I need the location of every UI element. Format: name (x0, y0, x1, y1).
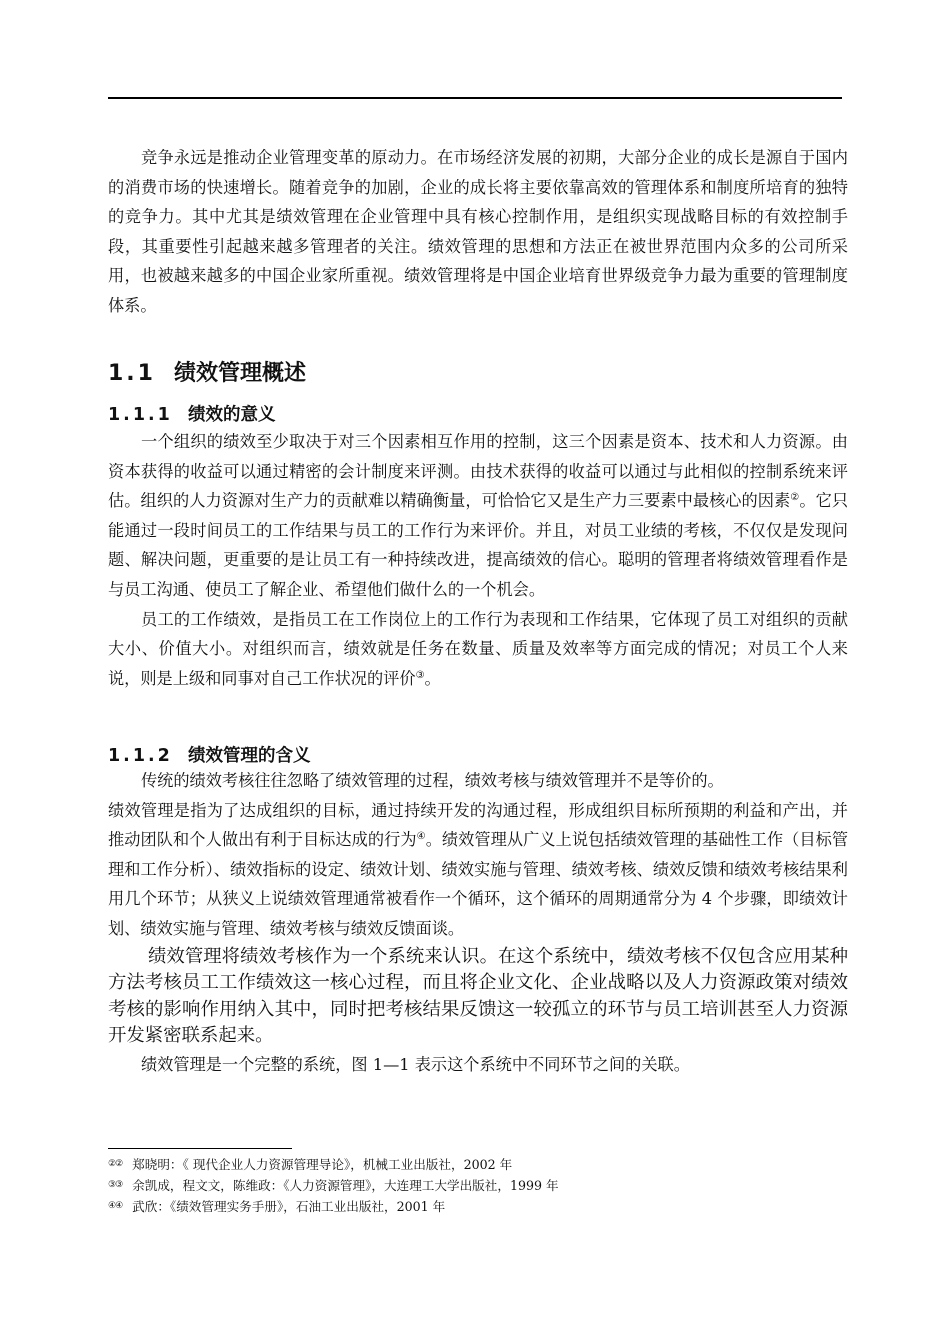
section-number: 1.1 (108, 361, 156, 386)
subsection-number-2: 1.1.2 (108, 746, 173, 766)
footnote-item (108, 1175, 808, 1196)
footnote-text: 余凯成，程文文，陈维政：《人力资源管理》，大连理工大学出版社，1999 年 (132, 1178, 559, 1193)
footnote-rule (108, 1148, 292, 1149)
footnote-ref-2: ② (790, 492, 800, 504)
paragraph-management-1: 传统的绩效考核往往忽略了绩效管理的过程，绩效考核与绩效管理并不是等价的。 (141, 771, 724, 790)
paragraph-text: 员工的工作绩效，是指员工在工作岗位上的工作行为表现和工作结果，它体现了员工对组织的贡献大小、价值大小。对组织而言，绩效就是任务在数量、质量及效率等方面完成的情况；对员工个人来说，则是上级和同事对自己工作状况的评价 (108, 609, 848, 688)
paragraph-meaning-2 (108, 605, 848, 694)
paragraph-management-4: 绩效管理是一个完整的系统，图 1—1 表示这个系统中不同环节之间的关联。 (141, 1054, 690, 1074)
paragraph-text: 。绩效管理从广义上说包括绩效管理的基础性工作（目标管理和工作分析）、绩效指标的设定、绩效计划、绩效实施与管理、绩效考核、绩效反馈和绩效考核结果利用几个环节；从狭义上说绩效管理通常被看作一个循环，这个循环的周期通常分为 4 个步骤，即绩效计划、绩效实施与管理、绩效考核与绩效反馈面谈。 (108, 830, 849, 938)
paragraph-text: 。 (424, 668, 441, 688)
footnote-mark: ③③ (108, 1180, 123, 1190)
footnote-mark: ④④ (108, 1201, 123, 1211)
paragraph-management-2 (108, 796, 848, 944)
subsection-1-body (108, 427, 848, 693)
footnote-text: 郑晓明：《 现代企业人力资源管理导论》，机械工业出版社，2002 年 (132, 1157, 513, 1172)
subsection-heading-1 (108, 401, 276, 429)
subsection-number-1: 1.1.1 (108, 405, 173, 425)
intro-paragraph: 竞争永远是推动企业管理变革的原动力。在市场经济发展的初期，大部分企业的成长是源自于国内的消费市场的快速增长。随着竞争的加剧，企业的成长将主要依靠高效的管理体系和制度所培育的独特的竞争力。其中尤其是绩效管理在企业管理中具有核心控制作用，是组织实现战略目标的有效控制手段，其重要性引起越来越多管理者的关注。绩效管理的思想和方法正在被世界范围内众多的公司所采用，也被越来越多的中国企业家所重视。绩效管理将是中国企业培育世界级竞争力最为重要的管理制度体系。 (108, 148, 848, 315)
footnote-item (108, 1154, 808, 1175)
section-title: 绩效管理概述 (174, 361, 307, 386)
footnote-text: 武欣：《绩效管理实务手册》，石油工业出版社，2001 年 (132, 1199, 446, 1214)
paragraph-meaning-1 (108, 427, 848, 605)
subsection-2-body (108, 766, 848, 1079)
subsection-title-1: 绩效的意义 (188, 405, 276, 425)
footnote-ref-3: ③ (415, 669, 425, 681)
paragraph-text: 。它只能通过一段时间员工的工作结果与员工的工作行为来评价。并且，对员工业绩的考核，不仅仅是发现问题、解决问题，更重要的是让员工有一种持续改进，提高绩效的信心。聪明的管理者将绩效管理看作是与员工沟通、使员工了解企业、希望他们做什么的一个机会。 (108, 491, 849, 599)
footnote-item (108, 1196, 808, 1217)
header-rule (108, 97, 842, 99)
paragraph-text: 绩效管理是指为了达成组织的目标，通过持续开发的沟通过程，形成组织目标所预期的利益和产出，并推动团队和个人做出有利于目标达成的行为 (108, 800, 848, 850)
section-heading (108, 358, 306, 390)
footnote-mark: ②② (108, 1159, 123, 1169)
footnote-ref-4: ④ (416, 831, 426, 843)
subsection-title-2: 绩效管理的含义 (188, 746, 311, 766)
intro-block (108, 143, 848, 321)
paragraph-text: 一个组织的绩效至少取决于对三个因素相互作用的控制，这三个因素是资本、技术和人力资源。由资本获得的收益可以通过精密的会计制度来评测。由技术获得的收益可以通过与此相似的控制系统来评估。组织的人力资源对生产力的贡献难以精确衡量，可恰恰它又是生产力三要素中最核心的因素 (108, 432, 848, 511)
paragraph-management-3: 绩效管理将绩效考核作为一个系统来认识。在这个系统中，绩效考核不仅包含应用某种方法考核员工工作绩效这一核心过程，而且将企业文化、企业战略以及人力资源政策对绩效考核的影响作用纳入其中，同时把考核结果反馈这一较孤立的环节与员工培训甚至人力资源开发紧密联系起来。 (108, 945, 848, 1047)
footnotes (108, 1154, 808, 1217)
